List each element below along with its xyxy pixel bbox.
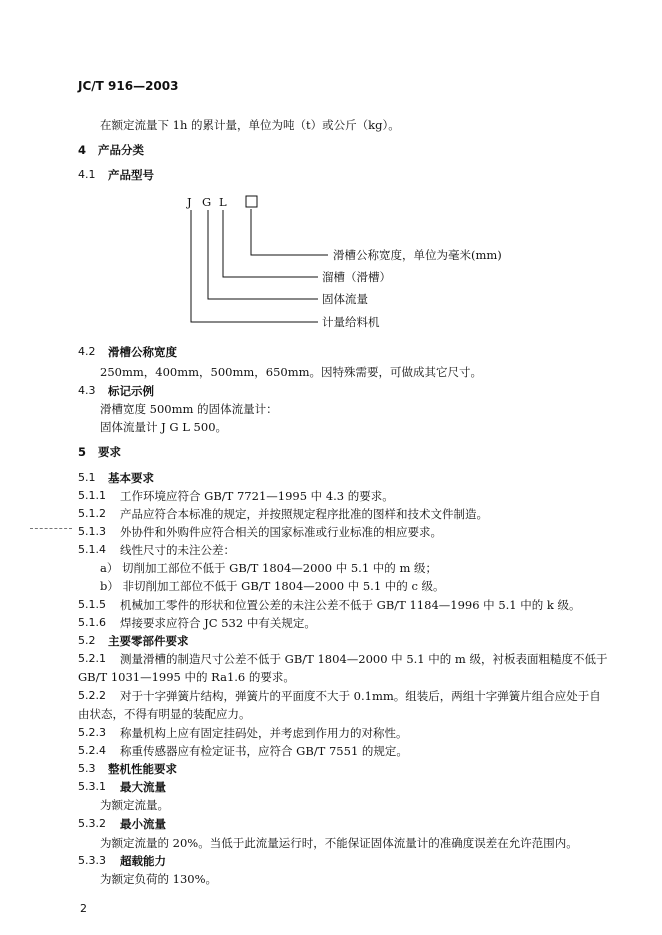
section-5-1-2-number: 5.1.2 (78, 507, 106, 520)
section-5-2-1-continuation: GB/T 1031—1995 中的 Ra1.6 的要求。 (78, 670, 295, 684)
section-5-2-1-number: 5.2.1 (78, 652, 106, 665)
section-5-3-1-text: 为额定流量。 (100, 798, 169, 812)
document-code: JC/T 916—2003 (78, 79, 179, 93)
section-5-1-1-text: 工作环境应符合 GB/T 7721—1995 中 4.3 的要求。 (120, 489, 394, 503)
section-5-2-title: 主要零部件要求 (108, 634, 189, 648)
section-4-number: 4 (78, 143, 87, 157)
width-box (246, 196, 257, 207)
section-5-1-number: 5.1 (78, 471, 96, 484)
leader-feeder (191, 210, 318, 322)
section-5-1-6-text: 焊接要求应符合 JC 532 中有关规定。 (120, 616, 316, 630)
section-5-1-title: 基本要求 (108, 471, 154, 485)
section-5-1-3-text: 外协件和外购件应符合相关的国家标准或行业标准的相应要求。 (120, 525, 442, 539)
section-5-1-1-number: 5.1.1 (78, 489, 106, 502)
section-4-2-number: 4.2 (78, 345, 96, 358)
section-4-3-title: 标记示例 (108, 384, 154, 398)
section-5-number: 5 (78, 445, 87, 459)
section-5-2-3-text: 称量机构上应有固定挂码处，并考虑到作用力的对称性。 (120, 726, 408, 740)
model-letter-l: L (219, 195, 227, 209)
section-5-2-4-text: 称重传感器应有检定证书，应符合 GB/T 7551 的规定。 (120, 744, 408, 758)
section-5-2-number: 5.2 (78, 634, 96, 647)
section-5-1-4-item-a: a） 切削加工部位不低于 GB/T 1804—2000 中 5.1 中的 m 级； (100, 561, 438, 575)
section-5-2-2-number: 5.2.2 (78, 689, 106, 702)
section-5-1-4-text: 线性尺寸的未注公差： (120, 543, 235, 557)
label-metering-feeder: 计量给料机 (322, 315, 380, 329)
page-number: 2 (80, 902, 87, 915)
section-5-3-1-title: 最大流量 (120, 780, 166, 794)
section-5-1-4-item-b: b） 非切削加工部位不低于 GB/T 1804—2000 中 5.1 中的 c 级。 (100, 579, 445, 593)
section-5-1-5-text: 机械加工零件的形状和位置公差的未注公差不低于 GB/T 1184—1996 中 5.1 中的 k 级。 (120, 598, 581, 612)
section-5-2-2-continuation: 由状态，不得有明显的装配应力。 (78, 707, 251, 721)
section-5-2-2-text: 对于十字弹簧片结构，弹簧片的平面度不大于 0.1mm。组装后，两组十字弹簧片组合应处于自 (120, 689, 601, 703)
label-chute: 溜槽（滑槽） (322, 270, 391, 284)
model-letter-g: G (202, 195, 212, 209)
section-5-2-1-text: 测量滑槽的制造尺寸公差不低于 GB/T 1804—2000 中 5.1 中的 m 级，衬板表面粗糙度不低于 (120, 652, 608, 666)
section-5-1-6-number: 5.1.6 (78, 616, 106, 629)
section-5-3-title: 整机性能要求 (108, 762, 177, 776)
section-5-3-3-number: 5.3.3 (78, 854, 106, 867)
section-4-3-line1: 滑槽宽度 500mm 的固体流量计： (100, 402, 278, 416)
section-5-title: 要求 (98, 445, 121, 459)
section-5-3-1-number: 5.3.1 (78, 780, 106, 793)
label-chute-width: 滑槽公称宽度，单位为毫米(mm) (333, 248, 502, 262)
section-4-1-number: 4.1 (78, 168, 96, 181)
leader-chute (223, 210, 318, 277)
section-5-2-4-number: 5.2.4 (78, 744, 106, 757)
section-5-3-2-text: 为额定流量的 20%。当低于此流量运行时，不能保证固体流量计的准确度误差在允许范围内。 (100, 836, 578, 850)
label-solid-flow: 固体流量 (322, 292, 368, 306)
margin-dash-mark (30, 528, 72, 529)
model-letter-j: J (187, 195, 192, 209)
section-5-1-4-number: 5.1.4 (78, 543, 106, 556)
intro-line: 在额定流量下 1h 的累计量，单位为吨（t）或公斤（kg）。 (100, 118, 400, 132)
section-4-2-title: 滑槽公称宽度 (108, 345, 177, 359)
section-5-1-5-number: 5.1.5 (78, 598, 106, 611)
section-5-3-3-title: 超载能力 (120, 854, 166, 868)
section-4-2-text: 250mm，400mm，500mm，650mm。因特殊需要，可做成其它尺寸。 (100, 365, 483, 379)
section-5-1-3-number: 5.1.3 (78, 525, 106, 538)
section-5-3-2-title: 最小流量 (120, 817, 166, 831)
section-5-3-2-number: 5.3.2 (78, 817, 106, 830)
section-4-3-line2: 固体流量计 J G L 500。 (100, 420, 228, 434)
section-5-2-3-number: 5.2.3 (78, 726, 106, 739)
section-4-title: 产品分类 (98, 143, 144, 157)
section-4-1-title: 产品型号 (108, 168, 154, 182)
section-5-1-2-text: 产品应符合本标准的规定，并按照规定程序批准的图样和技术文件制造。 (120, 507, 488, 521)
section-4-3-number: 4.3 (78, 384, 96, 397)
section-5-3-3-text: 为额定负荷的 130%。 (100, 872, 218, 886)
section-5-3-number: 5.3 (78, 762, 96, 775)
leader-width (251, 209, 328, 255)
